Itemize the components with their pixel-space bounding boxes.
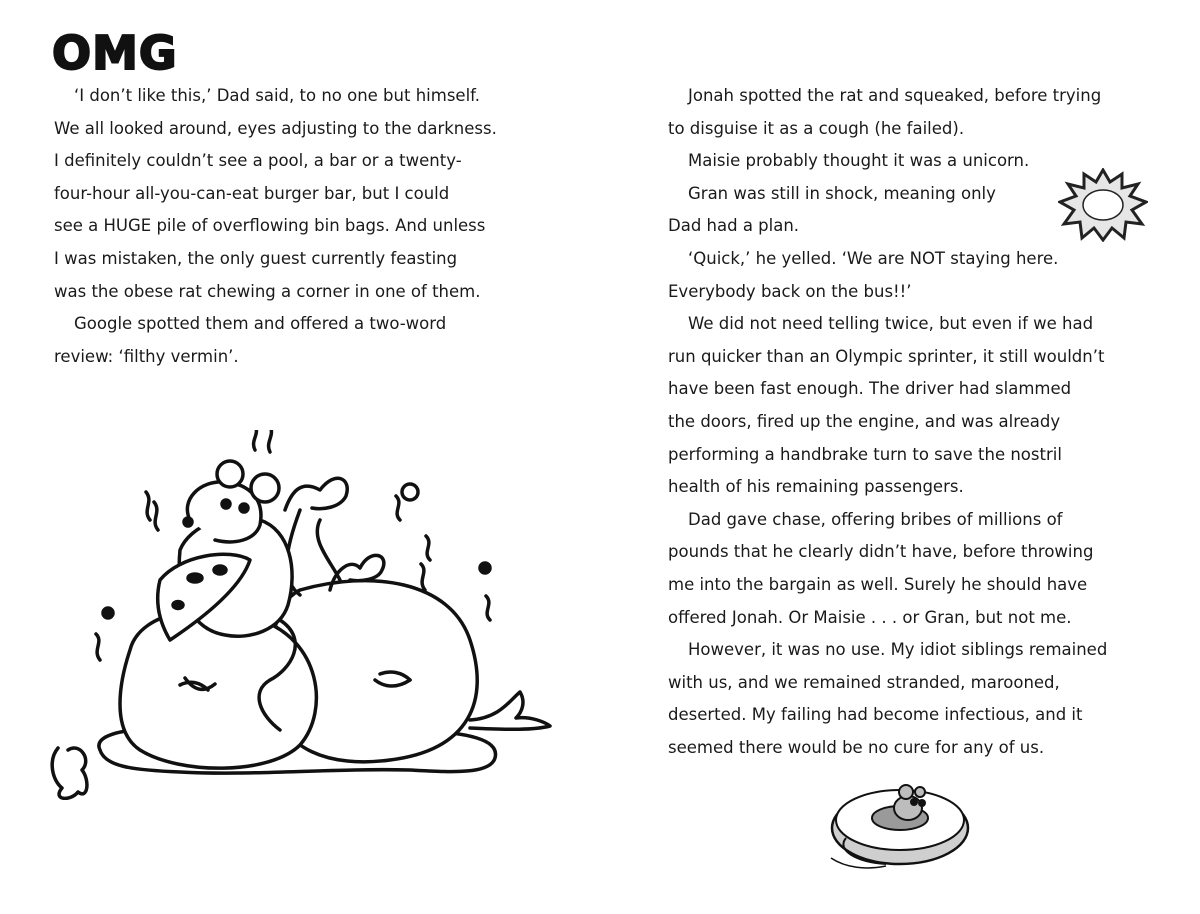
text-line: review: ‘filthy vermin’.	[54, 346, 239, 366]
text-line: Google spotted them and offered a two-word	[74, 314, 447, 334]
text-line: health of his remaining passengers.	[668, 477, 964, 497]
text-line: offered Jonah. Or Maisie . . . or Gran, but not me.	[668, 607, 1072, 627]
text-line: deserted. My failing had become infectious, and it	[668, 705, 1083, 725]
text-line: Dad had a plan.	[668, 216, 800, 236]
left-page-text	[54, 80, 534, 373]
text-line: Jonah spotted the rat and squeaked, before trying	[688, 86, 1102, 105]
text-line: Everybody back on the bus!!’	[668, 281, 912, 301]
text-line: ‘Quick,’ he yelled. ‘We are NOT staying here.	[688, 248, 1059, 268]
rat-doughnut-illustration	[826, 778, 976, 878]
text-line: I was mistaken, the only guest currently feasting	[54, 248, 458, 268]
text-line: We all looked around, eyes adjusting to the darkness.	[54, 118, 497, 138]
text-line: to disguise it as a cough (he failed).	[668, 118, 965, 138]
text-line: Dad gave chase, offering bribes of millions of	[688, 509, 1063, 529]
text-line: Gran was still in shock, meaning only	[688, 183, 996, 203]
text-line: have been fast enough. The driver had slammed	[668, 379, 1072, 399]
text-line: me into the bargain as well. Surely he should have	[668, 574, 1088, 594]
text-line: four-hour all-you-can-eat burger bar, but I could	[54, 183, 450, 203]
text-line: Maisie probably thought it was a unicorn.	[688, 151, 1030, 171]
text-line: the doors, fired up the engine, and was already	[668, 411, 1061, 431]
starburst-icon	[1058, 168, 1148, 242]
text-line: seemed there would be no cure for any of us.	[668, 737, 1045, 757]
text-line: ‘I don’t like this,’ Dad said, to no one but himself.	[74, 86, 481, 105]
rat-on-bin-bags-illustration	[30, 430, 590, 800]
text-line: with us, and we remained stranded, marooned,	[668, 672, 1060, 692]
text-line: performing a handbrake turn to save the nostril	[668, 444, 1062, 464]
text-line: was the obese rat chewing a corner in one of them.	[54, 281, 481, 301]
text-line: However, it was no use. My idiot siblings remained	[688, 640, 1108, 660]
text-line: run quicker than an Olympic sprinter, it still wouldn’t	[668, 346, 1105, 366]
text-line: We did not need telling twice, but even if we had	[688, 314, 1094, 334]
chapter-heading: OMG	[52, 26, 178, 80]
text-line: pounds that he clearly didn’t have, before throwing	[668, 542, 1094, 562]
text-line: see a HUGE pile of overflowing bin bags. And unless	[54, 216, 486, 236]
text-line: I definitely couldn’t see a pool, a bar or a twenty-	[54, 151, 462, 171]
